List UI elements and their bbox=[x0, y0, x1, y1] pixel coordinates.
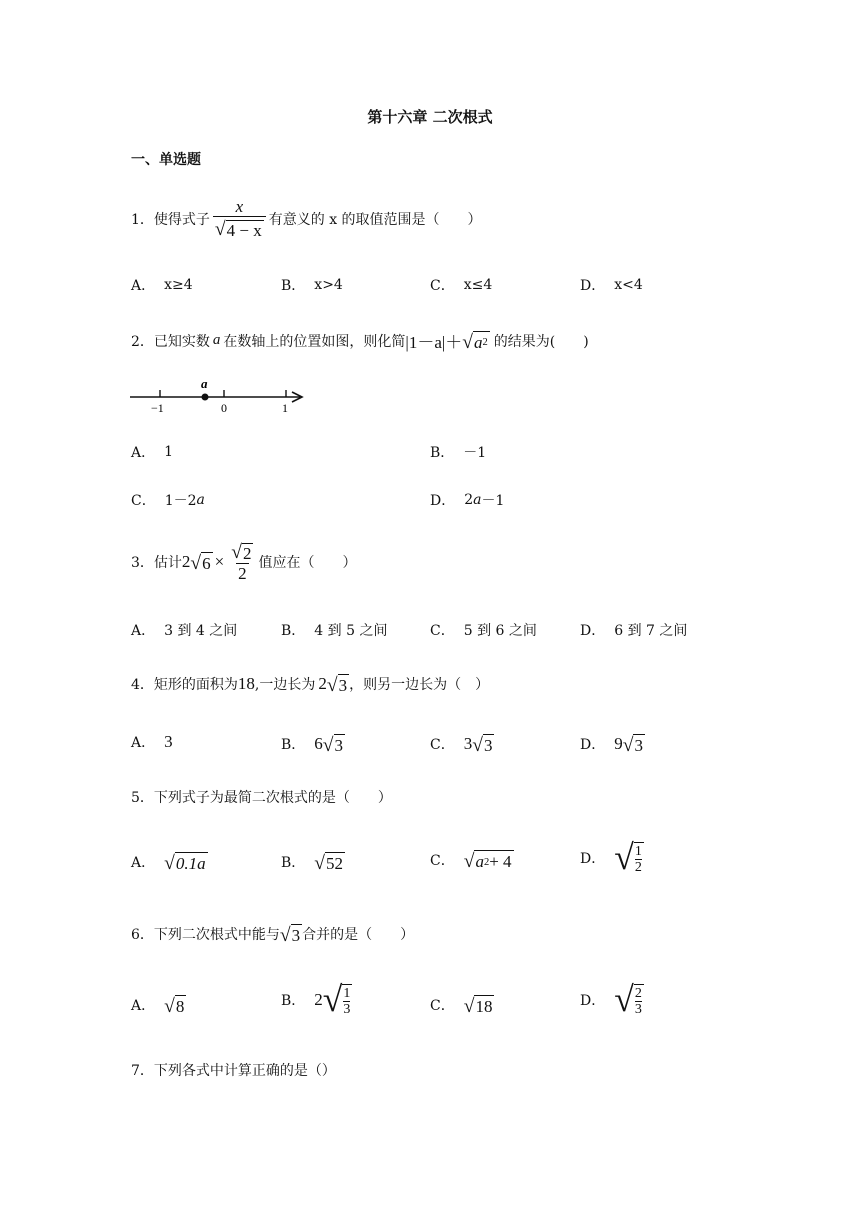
question-2: 2． 已知实数 a 在数轴上的位置如图，则化简 |1－a|＋ √ a 2 的结果为( ) bbox=[131, 328, 589, 353]
absolute-value-expression: |1－a|＋ bbox=[405, 333, 463, 352]
q5-option-a[interactable]: A． √ 0.1a bbox=[131, 853, 206, 875]
tick-label: −1 bbox=[151, 401, 164, 415]
q4-option-c[interactable]: C． 3 √ 3 bbox=[430, 734, 493, 757]
q6-option-b[interactable]: B． 2 √ 1 3 bbox=[281, 979, 351, 1020]
page-title: 第十六章 二次根式 bbox=[367, 108, 493, 126]
q5-option-c[interactable]: C． √ a 2 + 4 bbox=[430, 851, 512, 873]
q1-option-b[interactable]: B． x>4 bbox=[281, 277, 343, 294]
point-a-dot bbox=[202, 394, 209, 401]
question-5: 5． 下列式子为最简二次根式的是（ ） bbox=[131, 790, 392, 806]
q6-option-c[interactable]: C． √ 18 bbox=[430, 996, 493, 1018]
q3-option-b[interactable]: B． 4 到 5 之间 bbox=[281, 623, 388, 639]
question-text: 使得式子 bbox=[153, 211, 210, 228]
q4-option-a[interactable]: A． 3 bbox=[131, 732, 173, 751]
tick-label: 0 bbox=[221, 401, 227, 415]
section-heading: 一、单选题 bbox=[131, 152, 201, 168]
q5-option-d[interactable]: D． √ 1 2 bbox=[580, 837, 642, 878]
q5-option-b[interactable]: B． √ 52 bbox=[281, 853, 344, 875]
fraction-expression: x √ 4 − x bbox=[213, 198, 266, 240]
q2-option-a[interactable]: A． 1 bbox=[131, 444, 174, 461]
q2-option-d[interactable]: D． 2 a －1 bbox=[430, 492, 505, 509]
question-1 bbox=[131, 198, 482, 240]
q1-option-d[interactable]: D． x<4 bbox=[580, 277, 643, 294]
expression: 2 √ 6 × √ 2 2 bbox=[181, 542, 252, 583]
q3-option-d[interactable]: D． 6 到 7 之间 bbox=[580, 623, 688, 639]
question-text: 有意义的 x 的取值范围是（ ） bbox=[268, 211, 482, 228]
q2-option-c[interactable]: C． 1－2 a bbox=[131, 492, 205, 509]
q1-option-a[interactable]: A． x≥4 bbox=[131, 277, 193, 294]
question-7: 7． 下列各式中计算正确的是（） bbox=[131, 1063, 336, 1079]
tick-label: 1 bbox=[282, 401, 288, 415]
question-6: 6． 下列二次根式中能与 √ 3 合并的是（ ） bbox=[131, 925, 415, 947]
question-3: 3． 估计 2 √ 6 × √ 2 2 值应在（ ） bbox=[131, 542, 357, 583]
question-4: 4． 矩形的面积为 18 ,一边长为 2 √ 3 ，则另一边长为（ ） bbox=[131, 674, 490, 697]
q3-option-a[interactable]: A． 3 到 4 之间 bbox=[131, 623, 238, 639]
q3-option-c[interactable]: C． 5 到 6 之间 bbox=[430, 623, 537, 639]
number-line-diagram bbox=[126, 374, 311, 416]
q6-option-d[interactable]: D． √ 2 3 bbox=[580, 979, 642, 1020]
q4-option-b[interactable]: B． 6 √ 3 bbox=[281, 734, 344, 757]
question-number: 1． bbox=[131, 211, 154, 228]
q4-option-d[interactable]: D． 9 √ 3 bbox=[580, 734, 643, 757]
q1-option-c[interactable]: C． x≤4 bbox=[430, 277, 493, 294]
point-a-label: a bbox=[201, 376, 208, 391]
q6-option-a[interactable]: A． √ 8 bbox=[131, 996, 185, 1018]
sqrt-expression: √ a 2 bbox=[462, 331, 488, 353]
q2-option-b[interactable]: B． －1 bbox=[430, 445, 487, 461]
